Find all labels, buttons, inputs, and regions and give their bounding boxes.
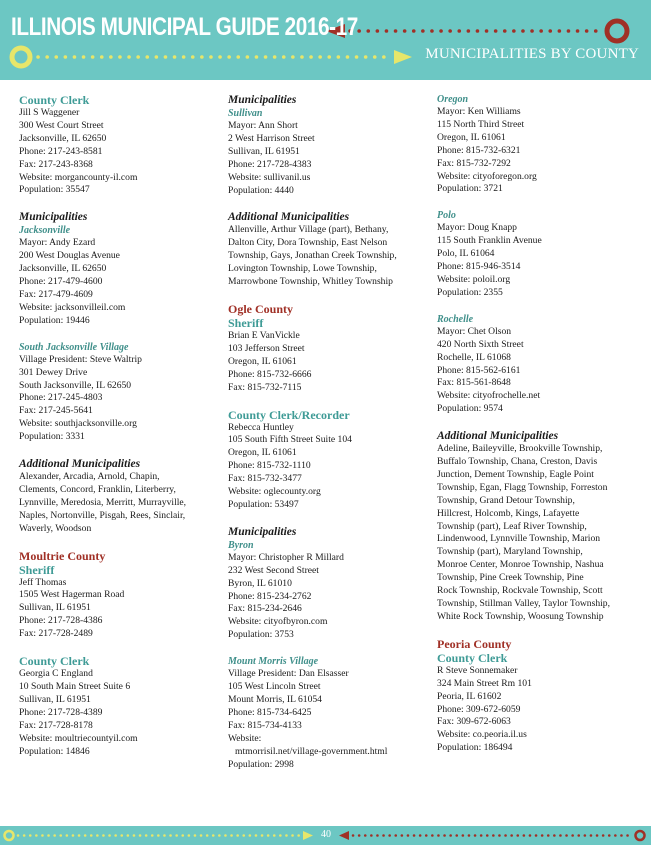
oregon-entry — [437, 93, 635, 196]
jacksonville-entry — [19, 210, 217, 327]
text-line: Website: cityoforegon.org — [437, 170, 537, 182]
text-line: Lynnville, Meredosia, Merritt, Murrayville, — [19, 496, 187, 508]
text-line: Website: cityofrochelle.net — [437, 390, 541, 402]
text-line: Peoria, IL 61602 — [437, 690, 502, 702]
ogle-additional-municipalities — [437, 429, 635, 624]
text-line: 10 South Main Street Suite 6 — [19, 681, 131, 692]
text-line: Sullivan, IL 61951 — [19, 693, 91, 705]
text-line: Oregon, IL 61061 — [228, 447, 297, 459]
column-3 — [437, 93, 635, 768]
column-1 — [19, 93, 217, 771]
text-line: Monroe Center, Monroe Township, Nashua — [437, 559, 604, 571]
municipality-name: Byron — [228, 539, 254, 551]
text-line: Marrowbone Township, Whitley Township — [228, 276, 393, 288]
text-line: Website: sullivanil.us — [228, 171, 311, 183]
text-line: Brian E VanVickle — [228, 329, 300, 341]
text-line: 115 South Franklin Avenue — [437, 235, 542, 247]
text-line: Website: southjacksonville.org — [19, 418, 137, 430]
text-line: 103 Jefferson Street — [228, 342, 305, 354]
text-line: Adeline, Baileyville, Brookville Township, — [437, 443, 603, 455]
category-heading: Additional Municipalities — [19, 458, 141, 471]
page-title: ILLINOIS MUNICIPAL GUIDE 2016-17 — [11, 13, 358, 41]
county-heading: Moultrie County — [19, 548, 106, 563]
text-line: Oregon, IL 61061 — [437, 131, 506, 143]
text-line: Mount Morris, IL 61054 — [228, 694, 322, 705]
text-line: Fax: 217-245-5641 — [19, 405, 93, 417]
category-heading: Municipalities — [228, 525, 297, 538]
yellow-arrow-icon — [394, 50, 412, 64]
ogle-county-clerk — [228, 408, 426, 512]
text-line: Website: co.peoria.il.us — [437, 729, 527, 741]
category-heading: Municipalities — [19, 211, 88, 224]
text-line: 105 South Fifth Street Suite 104 — [228, 434, 352, 446]
mount-morris-entry — [228, 655, 426, 771]
text-line: Mayor: Christopher R Millard — [228, 551, 344, 563]
text-line: Lovington Township, Lowe Township, — [228, 263, 377, 275]
text-line: Fax: 815-234-2646 — [228, 603, 302, 615]
text-line: Population: 14846 — [19, 745, 90, 757]
text-line: Phone: 217-245-4803 — [19, 392, 103, 404]
text-line: Jacksonville, IL 62650 — [19, 132, 107, 144]
text-line: Phone: 217-728-4383 — [228, 158, 312, 170]
text-line: Population: 2355 — [437, 286, 503, 298]
municipality-name: Oregon — [437, 94, 469, 105]
county-heading: Peoria County — [437, 636, 512, 651]
yellow-arrow-icon — [303, 831, 313, 840]
text-line: Rock Township, Rockvale Township, Scott — [437, 585, 603, 597]
text-line: R Steve Sonnemaker — [437, 664, 518, 676]
red-ring-icon — [636, 831, 645, 840]
text-line: Georgia C England — [19, 668, 93, 680]
text-line: Population: 3753 — [228, 629, 294, 641]
polo-entry — [437, 209, 635, 299]
text-line: Fax: 217-479-4609 — [19, 288, 93, 300]
text-line: Alexander, Arcadia, Arnold, Chapin, — [19, 471, 160, 483]
text-line: Buffalo Township, Chana, Creston, Davis — [437, 456, 598, 468]
text-line: Fax: 815-561-8648 — [437, 377, 511, 389]
text-line: Fax: 309-672-6063 — [437, 716, 511, 728]
text-line: 115 North Third Street — [437, 118, 525, 130]
moultrie-county-clerk — [19, 654, 217, 758]
text-line: 1505 West Hagerman Road — [19, 589, 125, 601]
text-line: Junction, Dement Township, Eagle Point — [437, 468, 594, 480]
text-line: Polo, IL 61064 — [437, 248, 495, 260]
text-line: Website: poloil.org — [437, 273, 511, 285]
text-line: Clements, Concord, Franklin, Literberry, — [19, 483, 176, 495]
text-line: Sullivan, IL 61951 — [19, 602, 91, 614]
text-line: South Jacksonville, IL 62650 — [19, 379, 132, 391]
text-line: Mayor: Chet Olson — [437, 325, 512, 337]
text-line: Jill S Waggener — [19, 107, 80, 118]
section-heading: County Clerk — [19, 93, 90, 107]
text-line: Fax: 217-243-8368 — [19, 158, 93, 170]
text-line: Oregon, IL 61061 — [228, 355, 297, 367]
text-line: 420 North Sixth Street — [437, 338, 524, 350]
text-line: Population: 2998 — [228, 758, 294, 770]
municipality-name: South Jacksonville Village — [19, 341, 129, 353]
text-line: Jeff Thomas — [19, 576, 67, 588]
text-line: Phone: 309-672-6059 — [437, 703, 521, 715]
text-line: Population: 3331 — [19, 431, 85, 443]
category-heading: Municipalities — [228, 94, 297, 106]
text-line: Phone: 815-732-6321 — [437, 144, 521, 156]
text-line: Population: 9574 — [437, 403, 503, 415]
text-line: 200 West Douglas Avenue — [19, 250, 120, 262]
text-line: Lindenwood, Lynnville Township, Marion — [437, 533, 601, 545]
text-line: Website: morgancounty-il.com — [19, 171, 138, 183]
text-line: Website: — [228, 732, 262, 744]
text-line: Township, Stillman Valley, Taylor Township, — [437, 598, 610, 609]
municipality-name: Rochelle — [437, 313, 474, 325]
red-arrow-icon — [339, 831, 349, 840]
byron-entry — [228, 525, 426, 642]
section-heading: Sheriff — [19, 562, 55, 577]
text-line: Phone: 815-562-6161 — [437, 364, 521, 376]
text-line: Population: 186494 — [437, 742, 513, 754]
text-line: Phone: 815-734-6425 — [228, 706, 312, 718]
text-line: 301 Dewey Drive — [19, 366, 88, 378]
text-line: Rochelle, IL 61068 — [437, 351, 511, 363]
peoria-county-clerk — [437, 637, 635, 755]
text-line: Population: 3721 — [437, 183, 503, 195]
text-line: Mayor: Ann Short — [228, 120, 298, 131]
text-line: Website: moultriecountyil.com — [19, 732, 138, 744]
text-line: Township, Gays, Jonathan Creek Township, — [228, 250, 397, 262]
text-line: Mayor: Andy Ezard — [19, 237, 96, 249]
text-line: 105 West Lincoln Street — [228, 681, 321, 693]
section-heading: Sheriff — [228, 315, 264, 330]
text-line: Population: 4440 — [228, 184, 294, 196]
municipality-name: Polo — [437, 210, 456, 222]
text-line: Website: cityofbyron.com — [228, 616, 328, 628]
south-jacksonville-entry — [19, 341, 217, 444]
text-line: Hillcrest, Holcomb, Kings, Lafayette — [437, 507, 580, 519]
text-line: Phone: 217-728-4386 — [19, 615, 103, 627]
text-line: Fax: 815-732-7292 — [437, 157, 511, 169]
text-line: Population: 19446 — [19, 314, 90, 326]
text-line: Mayor: Doug Knapp — [437, 222, 517, 234]
column-2 — [228, 93, 426, 784]
morgan-county-clerk — [19, 93, 217, 197]
category-heading: Additional Municipalities — [228, 211, 350, 224]
text-line: Phone: 815-946-3514 — [437, 261, 521, 273]
section-heading: County Clerk — [437, 650, 508, 665]
text-line: Village President: Steve Waltrip — [19, 353, 142, 365]
text-line: Fax: 815-732-3477 — [228, 473, 302, 485]
text-line: Allenville, Arthur Village (part), Bethany, — [228, 224, 389, 236]
text-line: Township, Egan, Flagg Township, Forreston — [437, 481, 608, 493]
website-link: mtmorrisil.net/village-government.html — [235, 745, 388, 757]
text-line: Dalton City, Dora Township, East Nelson — [228, 237, 388, 249]
text-line: Sullivan, IL 61951 — [228, 145, 300, 157]
page-footer — [0, 826, 651, 845]
yellow-ring-icon — [5, 831, 14, 840]
text-line: Township, Grand Detour Township, — [437, 494, 575, 506]
text-line: 232 West Second Street — [228, 564, 319, 576]
county-heading: Ogle County — [228, 301, 294, 316]
text-line: Phone: 815-234-2762 — [228, 590, 312, 602]
text-line: Website: jacksonvilleil.com — [19, 301, 126, 313]
text-line: Phone: 217-728-4389 — [19, 706, 103, 718]
page-number: 40 — [321, 829, 331, 840]
section-subtitle: MUNICIPALITIES BY COUNTY — [425, 46, 639, 62]
page-header — [0, 0, 651, 80]
text-line: Township (part), Maryland Township, — [437, 546, 583, 558]
text-line: Phone: 815-732-6666 — [228, 368, 312, 380]
text-line: Fax: 815-734-4133 — [228, 719, 302, 731]
text-line: Byron, IL 61010 — [228, 577, 292, 589]
text-line: Township, Pine Creek Township, Pine — [437, 572, 584, 584]
section-heading: County Clerk — [19, 654, 90, 669]
rochelle-entry — [437, 313, 635, 416]
yellow-ring-icon — [12, 48, 30, 66]
text-line: Fax: 815-732-7115 — [228, 381, 302, 393]
municipality-name: Sullivan — [228, 108, 263, 119]
text-line: Fax: 217-728-2489 — [19, 628, 93, 640]
red-ring-icon — [607, 21, 627, 41]
text-line: Phone: 815-732-1110 — [228, 460, 311, 472]
text-line: Mayor: Ken Williams — [437, 106, 521, 117]
text-line: Phone: 217-479-4600 — [19, 276, 103, 288]
text-line: 2 West Harrison Street — [228, 132, 315, 144]
ogle-sheriff — [228, 302, 426, 395]
text-line: Fax: 217-728-8178 — [19, 719, 93, 731]
section-heading: County Clerk/Recorder — [228, 407, 350, 422]
text-line: Village President: Dan Elsasser — [228, 668, 349, 680]
text-line: Naples, Nortonville, Pisgah, Rees, Sinclair, — [19, 509, 186, 521]
sullivan-entry — [228, 93, 426, 197]
moultrie-additional-municipalities — [228, 210, 426, 289]
text-line: Township (part), Leaf River Township, — [437, 520, 587, 532]
municipality-name: Jacksonville — [19, 225, 71, 237]
municipality-name: Mount Morris Village — [228, 656, 319, 668]
category-heading: Additional Municipalities — [437, 430, 559, 443]
text-line: 300 West Court Street — [19, 119, 104, 131]
text-line: Website: oglecounty.org — [228, 486, 321, 498]
text-line: Population: 53497 — [228, 498, 299, 510]
text-line: Jacksonville, IL 62650 — [19, 263, 107, 275]
text-line: Population: 35547 — [19, 184, 90, 196]
text-line: Rebecca Huntley — [228, 421, 294, 433]
text-line: 324 Main Street Rm 101 — [437, 677, 532, 689]
morgan-additional-municipalities — [19, 457, 217, 536]
text-line: White Rock Township, Woosung Township — [437, 610, 604, 622]
moultrie-sheriff — [19, 549, 217, 642]
text-line: Waverly, Woodson — [19, 522, 92, 534]
text-line: Phone: 217-243-8581 — [19, 145, 103, 157]
